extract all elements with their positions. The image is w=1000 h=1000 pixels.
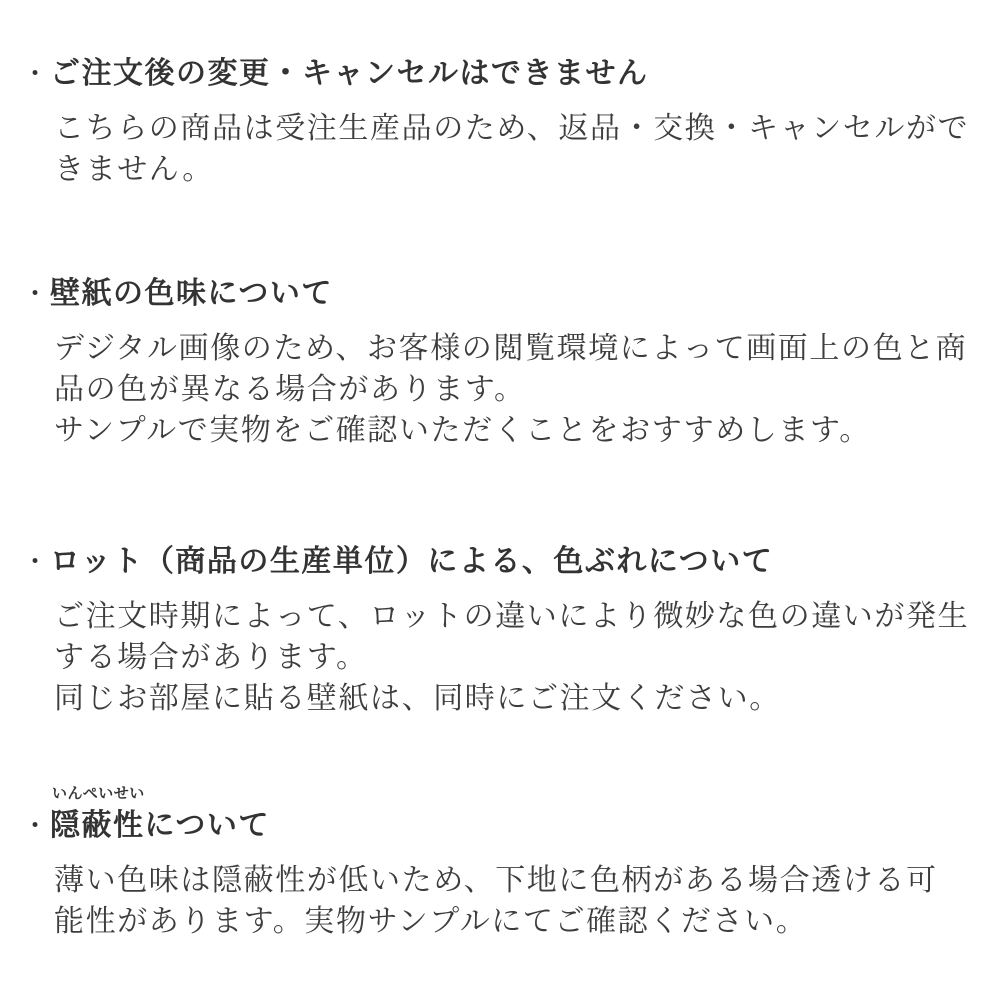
body-line: 同じお部屋に貼る壁紙は、同時にご注文ください。	[54, 682, 781, 715]
section-title: 隠蔽性について	[50, 809, 270, 842]
body-line: する場合があります。	[54, 641, 368, 674]
section-heading	[0, 56, 1000, 92]
body-line: デジタル画像のため、お客様の閲覧環境によって画面上の色と商	[54, 332, 968, 365]
section-heading	[0, 276, 1000, 312]
furigana-label: いんぺいせい	[52, 785, 145, 802]
section-heading	[0, 808, 1000, 844]
bullet-marker: ・	[23, 813, 46, 838]
section-body	[54, 596, 1000, 719]
section-opacity	[0, 785, 1000, 942]
body-line: きません。	[54, 153, 214, 186]
body-line: こちらの商品は受注生産品のため、返品・交換・キャンセルがで	[54, 112, 970, 145]
body-line: 品の色が異なる場合があります。	[54, 373, 526, 406]
body-line: ご注文時期によって、ロットの違いにより微妙な色の違いが発生	[54, 600, 970, 633]
body-line: サンプルで実物をご確認いただくことをおすすめします。	[54, 414, 871, 447]
section-wallpaper-color-tone	[0, 276, 1000, 451]
body-line: 薄い色味は隠蔽性が低いため、下地に色柄がある場合透ける可	[54, 864, 938, 897]
body-line: 能性があります。実物サンプルにてご確認ください。	[54, 905, 808, 938]
section-title: ご注文後の変更・キャンセルはできません	[50, 57, 649, 90]
section-lot-color-variation	[0, 544, 1000, 719]
bullet-marker: ・	[23, 61, 46, 86]
section-body	[54, 860, 1000, 942]
section-body	[54, 328, 1000, 451]
section-body	[54, 108, 1000, 190]
section-heading	[0, 544, 1000, 580]
section-title: ロット（商品の生産単位）による、色ぶれについて	[50, 545, 774, 578]
section-no-cancellation	[0, 56, 1000, 190]
section-title: 壁紙の色味について	[50, 277, 333, 310]
bullet-marker: ・	[23, 281, 46, 306]
bullet-marker: ・	[23, 549, 46, 574]
